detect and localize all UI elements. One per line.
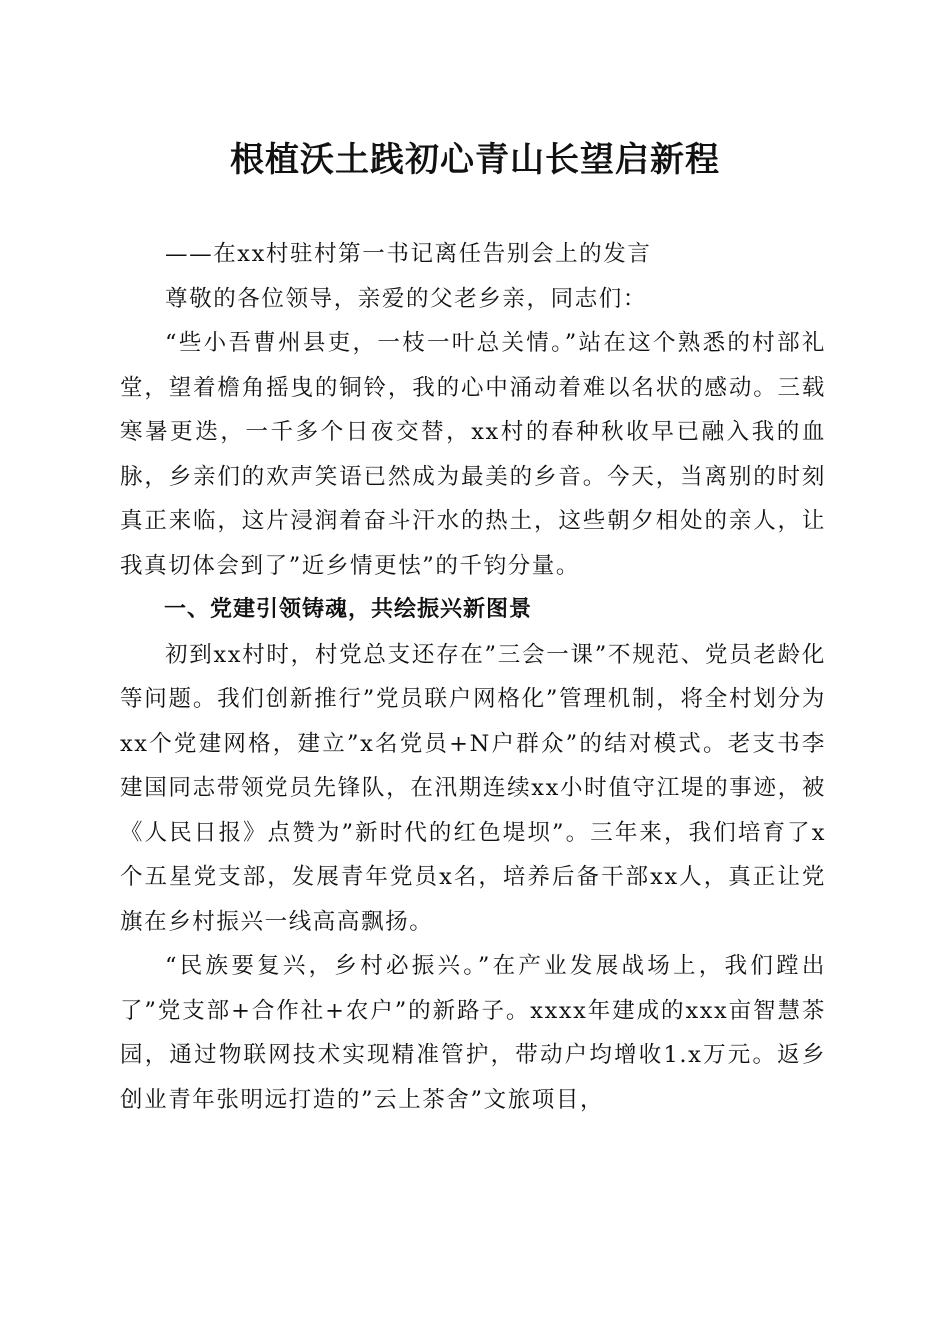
greeting: 尊敬的各位领导，亲爱的父老乡亲，同志们： — [165, 285, 648, 312]
document-title: 根植沃土践初心青山长望启新程 — [230, 140, 720, 180]
document-body — [120, 232, 826, 1122]
paragraph: 初到xx村时，村党总支还存在”三会一课”不规范、党员老龄化等问题。我们创新推行”党员联户网格化”管理机制，将全村划分为xx个党建网格，建立”x名党员+N户群众”的结对模式。老支书李建国同志带领党员先锋队，在汛期连续xx小时值守江堤的事迹，被《人民日报》点赞为”新时代的红色堤坝”。三年来，我们培育了x个五星党支部，发展青年党员x名，培养后备干部xx人，真正让党旗在乡村振兴一线高高飘扬。 — [120, 641, 826, 935]
paragraph: “民族要复兴，乡村必振兴。”在产业发展战场上，我们蹚出了”党支部+合作社+农户”的新路子。xxxx年建成的xxx亩智慧茶园，通过物联网技术实现精准管护，带动户均增收1.x万元。返乡创业青年张明远打造的”云上茶舍”文旅项目， — [120, 953, 826, 1113]
section-heading: 一、党建引领铸魂，共绘振兴新图景 — [164, 597, 533, 622]
document-subtitle: ——在xx村驻村第一书记离任告别会上的发言 — [165, 241, 652, 267]
paragraph: “些小吾曹州县吏，一枝一叶总关情。”站在这个熟悉的村部礼堂，望着檐角摇曳的铜铃，我的心中涌动着难以名状的感动。三载寒暑更迭，一千多个日夜交替，xx村的春种秋收早已融入我的血脉，乡亲们的欢声笑语已然成为最美的乡音。今天，当离别的时刻真正来临，这片浸润着奋斗汗水的热土，这些朝夕相处的亲人，让我真切体会到了”近乡情更怯”的千钧分量。 — [120, 330, 826, 579]
